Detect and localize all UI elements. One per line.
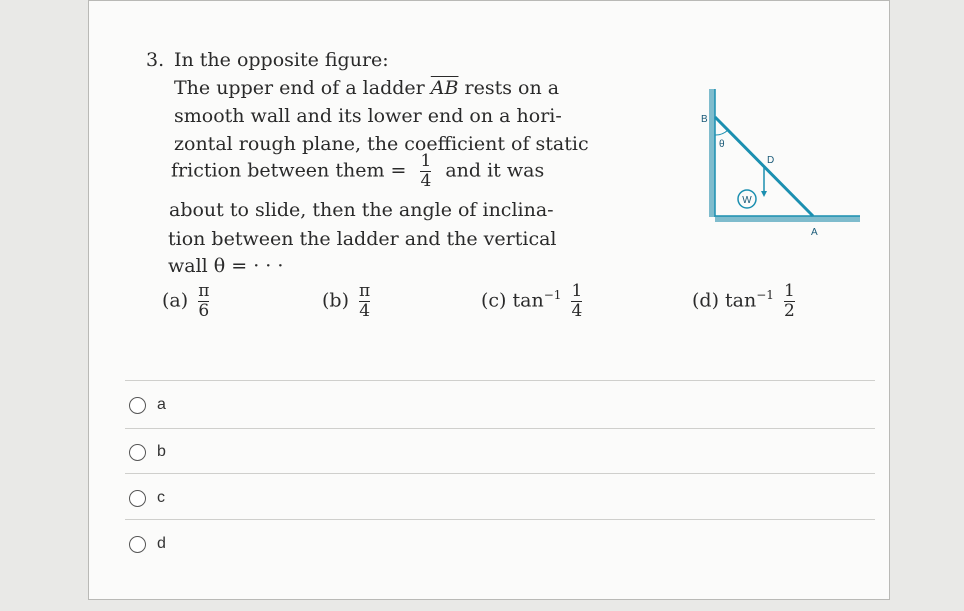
choice-b xyxy=(322,283,370,320)
answer-option-d[interactable] xyxy=(129,532,166,556)
label-theta: θ xyxy=(719,139,725,150)
question-text: and it was xyxy=(445,159,545,182)
radio-button[interactable] xyxy=(129,490,146,507)
radio-button[interactable] xyxy=(129,397,146,414)
divider xyxy=(125,473,875,474)
label-b: B xyxy=(701,114,708,125)
answer-label: d xyxy=(157,535,166,552)
wall xyxy=(709,89,715,217)
answer-label: c xyxy=(157,489,165,506)
divider xyxy=(125,380,875,381)
question-line-6: about to slide, then the angle of inclina- xyxy=(169,199,554,221)
answer-option-a[interactable] xyxy=(129,393,166,417)
choice-fraction xyxy=(784,283,795,320)
choice-label: (c) tan xyxy=(481,289,544,312)
question-line-7: tion between the ladder and the vertical xyxy=(168,228,557,250)
choice-c xyxy=(481,283,582,320)
ladder-figure xyxy=(693,87,863,247)
label-d: D xyxy=(767,155,775,166)
choice-fraction xyxy=(359,283,370,320)
question-line-2 xyxy=(174,77,559,99)
mu-fraction xyxy=(420,153,431,190)
question-text: friction between them = xyxy=(171,159,407,182)
numerator: π xyxy=(198,281,210,301)
radio-button[interactable] xyxy=(129,444,146,461)
mu-numerator: 1 xyxy=(420,151,432,171)
denominator: 4 xyxy=(359,301,371,321)
question-line-5 xyxy=(171,153,544,190)
question-number: 3. xyxy=(146,49,165,71)
choice-fraction xyxy=(198,283,209,320)
segment-ab: $\overline{AB}$ xyxy=(430,77,459,99)
divider xyxy=(125,519,875,520)
mu-denominator: 4 xyxy=(420,171,432,191)
question-line-1: In the opposite figure: xyxy=(174,49,389,71)
question-text: The upper end of a ladder xyxy=(174,77,425,99)
answer-label: a xyxy=(157,396,166,413)
radio-button[interactable] xyxy=(129,536,146,553)
choice-label: (b) xyxy=(322,289,349,312)
divider xyxy=(125,428,875,429)
denominator: 4 xyxy=(571,301,583,321)
numerator: 1 xyxy=(571,281,583,301)
question-line-8: wall θ = · · · xyxy=(168,255,284,277)
answer-label: b xyxy=(157,443,166,460)
theta-arc xyxy=(715,130,728,135)
arrow-head-icon xyxy=(761,191,767,197)
label-a: A xyxy=(811,227,818,238)
exponent: −1 xyxy=(543,288,562,303)
choice-a xyxy=(162,283,209,320)
label-w: W xyxy=(742,195,752,206)
choice-d xyxy=(692,283,795,320)
exponent: −1 xyxy=(756,288,774,303)
question-card xyxy=(88,0,890,600)
numerator: π xyxy=(359,281,371,301)
choice-label: (d) tan xyxy=(692,289,757,312)
choice-label: (a) xyxy=(162,289,189,312)
question-line-3: smooth wall and its lower end on a hori- xyxy=(174,105,562,127)
denominator: 6 xyxy=(198,301,210,321)
denominator: 2 xyxy=(783,301,795,321)
numerator: 1 xyxy=(783,281,795,301)
question-text: rests on a xyxy=(464,77,560,99)
floor xyxy=(715,216,860,222)
question-line-4: zontal rough plane, the coefficient of static xyxy=(174,133,589,155)
answer-option-b[interactable] xyxy=(129,440,166,464)
answer-option-c[interactable] xyxy=(129,486,165,510)
choice-fraction xyxy=(571,283,582,320)
